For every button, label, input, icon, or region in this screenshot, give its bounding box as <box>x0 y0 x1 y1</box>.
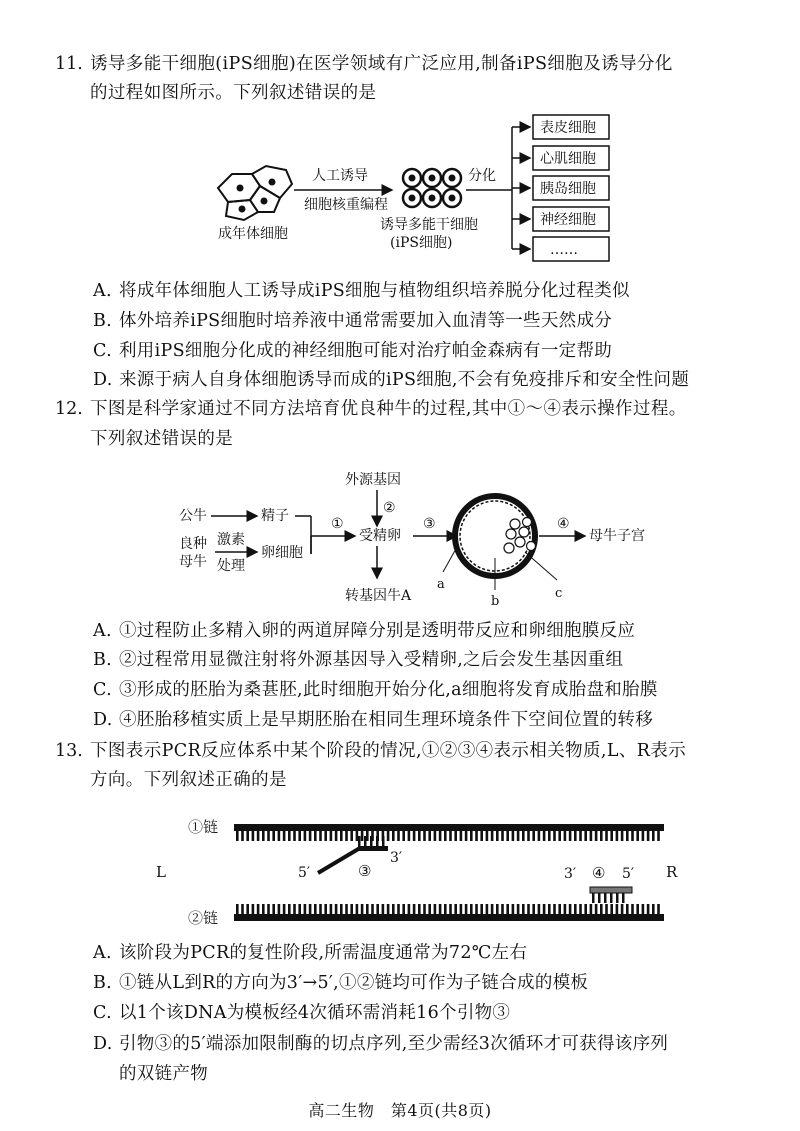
q11-stem-line2: 的过程如图所示。下列叙述错误的是 <box>90 83 377 103</box>
egg-label: 卵细胞 <box>261 545 303 561</box>
label-c: c <box>555 586 563 601</box>
q11-stem-line1: 诱导多能干细胞(iPS细胞)在医学领域有广泛应用,制备iPS细胞及诱导分化 <box>90 54 673 74</box>
chain1-label: ①链 <box>188 818 219 836</box>
q13-option-d-line2: 的双链产物 <box>119 1064 208 1084</box>
q11-number: 11. <box>55 54 83 74</box>
step3-label: ③ <box>423 516 436 532</box>
bull-label: 公牛 <box>179 508 207 524</box>
q13-option-c[interactable]: C. 以1个该DNA为模板经4次循环需消耗16个引物③ <box>93 1003 511 1023</box>
adult-cells-label: 成年体细胞 <box>218 226 288 242</box>
primer3 <box>318 836 388 873</box>
q11-option-b[interactable]: B. 体外培养iPS细胞时培养液中通常需要加入血清等一些天然成分 <box>93 311 613 331</box>
fine-cow-label-2: 母牛 <box>179 554 207 570</box>
q13-number: 13. <box>55 741 83 761</box>
q11-option-d[interactable]: D. 来源于病人自身体细胞诱导而成的iPS细胞,不会有免疫排斥和安全性问题 <box>93 370 690 390</box>
uterus-label: 母牛子宫 <box>589 528 645 544</box>
outcome-epidermal: 表皮细胞 <box>540 120 596 136</box>
step2-label: ② <box>383 500 396 516</box>
fertilized-egg-label: 受精卵 <box>359 528 401 544</box>
arrow-bottom-label: 细胞核重编程 <box>304 197 388 213</box>
left-direction-label: L <box>156 863 166 881</box>
ips-label-line1: 诱导多能干细胞 <box>380 217 478 233</box>
outcome-cardiac: 心肌细胞 <box>540 151 596 167</box>
q13-stem-line2: 方向。下列叙述正确的是 <box>90 770 287 790</box>
ips-cells-icon <box>403 169 461 207</box>
sperm-label: 精子 <box>261 508 289 524</box>
foreign-gene-label: 外源基因 <box>345 472 401 488</box>
right-direction-label: R <box>666 863 678 881</box>
primer3-5end-label: 5′ <box>298 865 311 881</box>
primer3-3end-label: 3′ <box>390 850 403 866</box>
hormone-label-2: 处理 <box>217 558 245 574</box>
cattle-breeding-diagram <box>165 462 665 612</box>
chain2-bases <box>236 904 660 914</box>
q13-option-d[interactable]: D. 引物③的5′端添加限制酶的切点序列,至少需经3次循环才可获得该序列 <box>93 1034 669 1054</box>
q12-option-a[interactable]: A. ①过程防止多精入卵的两道屏障分别是透明带反应和卵细胞膜反应 <box>93 621 636 641</box>
ips-diagram <box>200 108 630 270</box>
q13-option-a[interactable]: A. 该阶段为PCR的复性阶段,所需温度通常为72℃左右 <box>93 943 528 963</box>
outcome-neural: 神经细胞 <box>540 212 596 228</box>
outcome-etc: …… <box>550 242 578 258</box>
adult-cells-icon <box>218 166 292 220</box>
ips-label-line2: (iPS细胞) <box>390 235 453 251</box>
arrow-top-label: 人工诱导 <box>312 168 368 184</box>
chain1-bases <box>236 831 660 841</box>
label-b: b <box>491 594 500 609</box>
q13-stem-line1: 下图表示PCR反应体系中某个阶段的情况,①②③④表示相关物质,L、R表示 <box>90 741 687 761</box>
q12-option-c[interactable]: C. ③形成的胚胎为桑葚胚,此时细胞开始分化,a细胞将发育成胎盘和胎膜 <box>93 680 658 700</box>
q11-option-c[interactable]: C. 利用iPS细胞分化成的神经细胞可能对治疗帕金森病有一定帮助 <box>93 341 613 361</box>
step1-label: ① <box>331 516 344 532</box>
page-footer: 高二生物 第4页(共8页) <box>308 1101 492 1120</box>
differentiate-label: 分化 <box>468 168 496 184</box>
primer4-3end-label: 3′ <box>564 866 577 882</box>
transgenic-cow-label: 转基因牛A <box>345 588 412 604</box>
pcr-diagram <box>150 810 690 935</box>
chain2-label: ②链 <box>188 909 219 927</box>
primer4-label: ④ <box>592 864 606 882</box>
q12-stem-line1: 下图是科学家通过不同方法培育优良种牛的过程,其中①～④表示操作过程。 <box>90 399 687 419</box>
q13-option-b[interactable]: B. ①链从L到R的方向为3′→5′,①②链均可作为子链合成的模板 <box>93 973 589 993</box>
primer4 <box>590 887 632 903</box>
hormone-label-1: 激素 <box>217 532 245 548</box>
primer4-5end-label: 5′ <box>622 866 635 882</box>
label-a: a <box>437 577 445 592</box>
outcome-islet: 胰岛细胞 <box>540 181 596 197</box>
q12-option-b[interactable]: B. ②过程常用显微注射将外源基因导入受精卵,之后会发生基因重组 <box>93 650 624 670</box>
primer3-label: ③ <box>358 862 372 880</box>
q12-stem-line2: 下列叙述错误的是 <box>90 429 234 449</box>
q12-number: 12. <box>55 399 83 419</box>
q12-option-d[interactable]: D. ④胚胎移植实质上是早期胚胎在相同生理环境条件下空间位置的转移 <box>93 710 653 730</box>
fine-cow-label-1: 良种 <box>179 536 207 552</box>
step4-label: ④ <box>557 516 570 532</box>
q11-option-a[interactable]: A. 将成年体细胞人工诱导成iPS细胞与植物组织培养脱分化过程类似 <box>93 281 630 301</box>
